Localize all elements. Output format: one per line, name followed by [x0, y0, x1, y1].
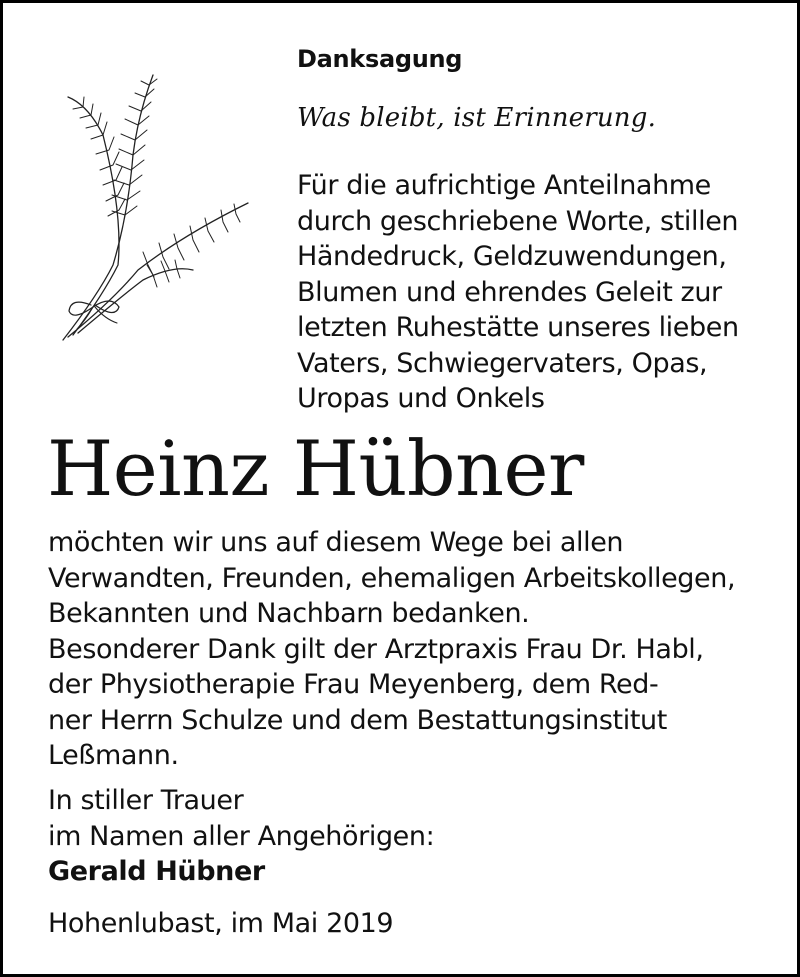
signer-name: Gerald Hübner [48, 856, 265, 887]
intro-line: Für die aufrichtige Anteilnahme [297, 170, 711, 201]
fern-bouquet-icon [43, 65, 258, 347]
intro-line: Vaters, Schwiegervaters, Opas, [297, 347, 708, 379]
body-line: Besonderer Dank gilt der Arztpraxis Frau Dr. Habl, [48, 633, 704, 665]
body-line: ner Herrn Schulze und dem Bestattungsinstitut [48, 704, 667, 736]
body-line: möchten wir uns auf diesem Wege bei allen [48, 527, 624, 558]
deceased-name: Heinz Hübner [47, 424, 584, 513]
intro-text [297, 168, 777, 417]
body-line: Bekannten und Nachbarn bedanken. [48, 598, 530, 629]
thanks-text [48, 525, 735, 774]
intro-line: Uropas und Onkels [297, 383, 545, 414]
intro-line: letzten Ruhestätte unseres lieben [297, 312, 739, 343]
intro-line: Blumen und ehrendes Geleit zur [297, 276, 722, 308]
motto: Was bleibt, ist Erinnerung. [297, 103, 657, 133]
signoff [48, 783, 434, 890]
intro-line: durch geschriebene Worte, stillen [297, 205, 739, 237]
intro-line: Händedruck, Geldzuwendungen, [297, 241, 727, 272]
place-date: Hohenlubast, im Mai 2019 [48, 908, 394, 939]
body-line: Verwandten, Freunden, ehemaligen Arbeitskollegen, [48, 562, 736, 594]
heading: Danksagung [297, 45, 463, 73]
body-line: der Physiotherapie Frau Meyenberg, dem Red- [48, 669, 659, 700]
signoff-line: In stiller Trauer [48, 785, 244, 816]
signoff-line: im Namen aller Angehörigen: [48, 820, 435, 852]
body-line: Leßmann. [48, 740, 179, 771]
